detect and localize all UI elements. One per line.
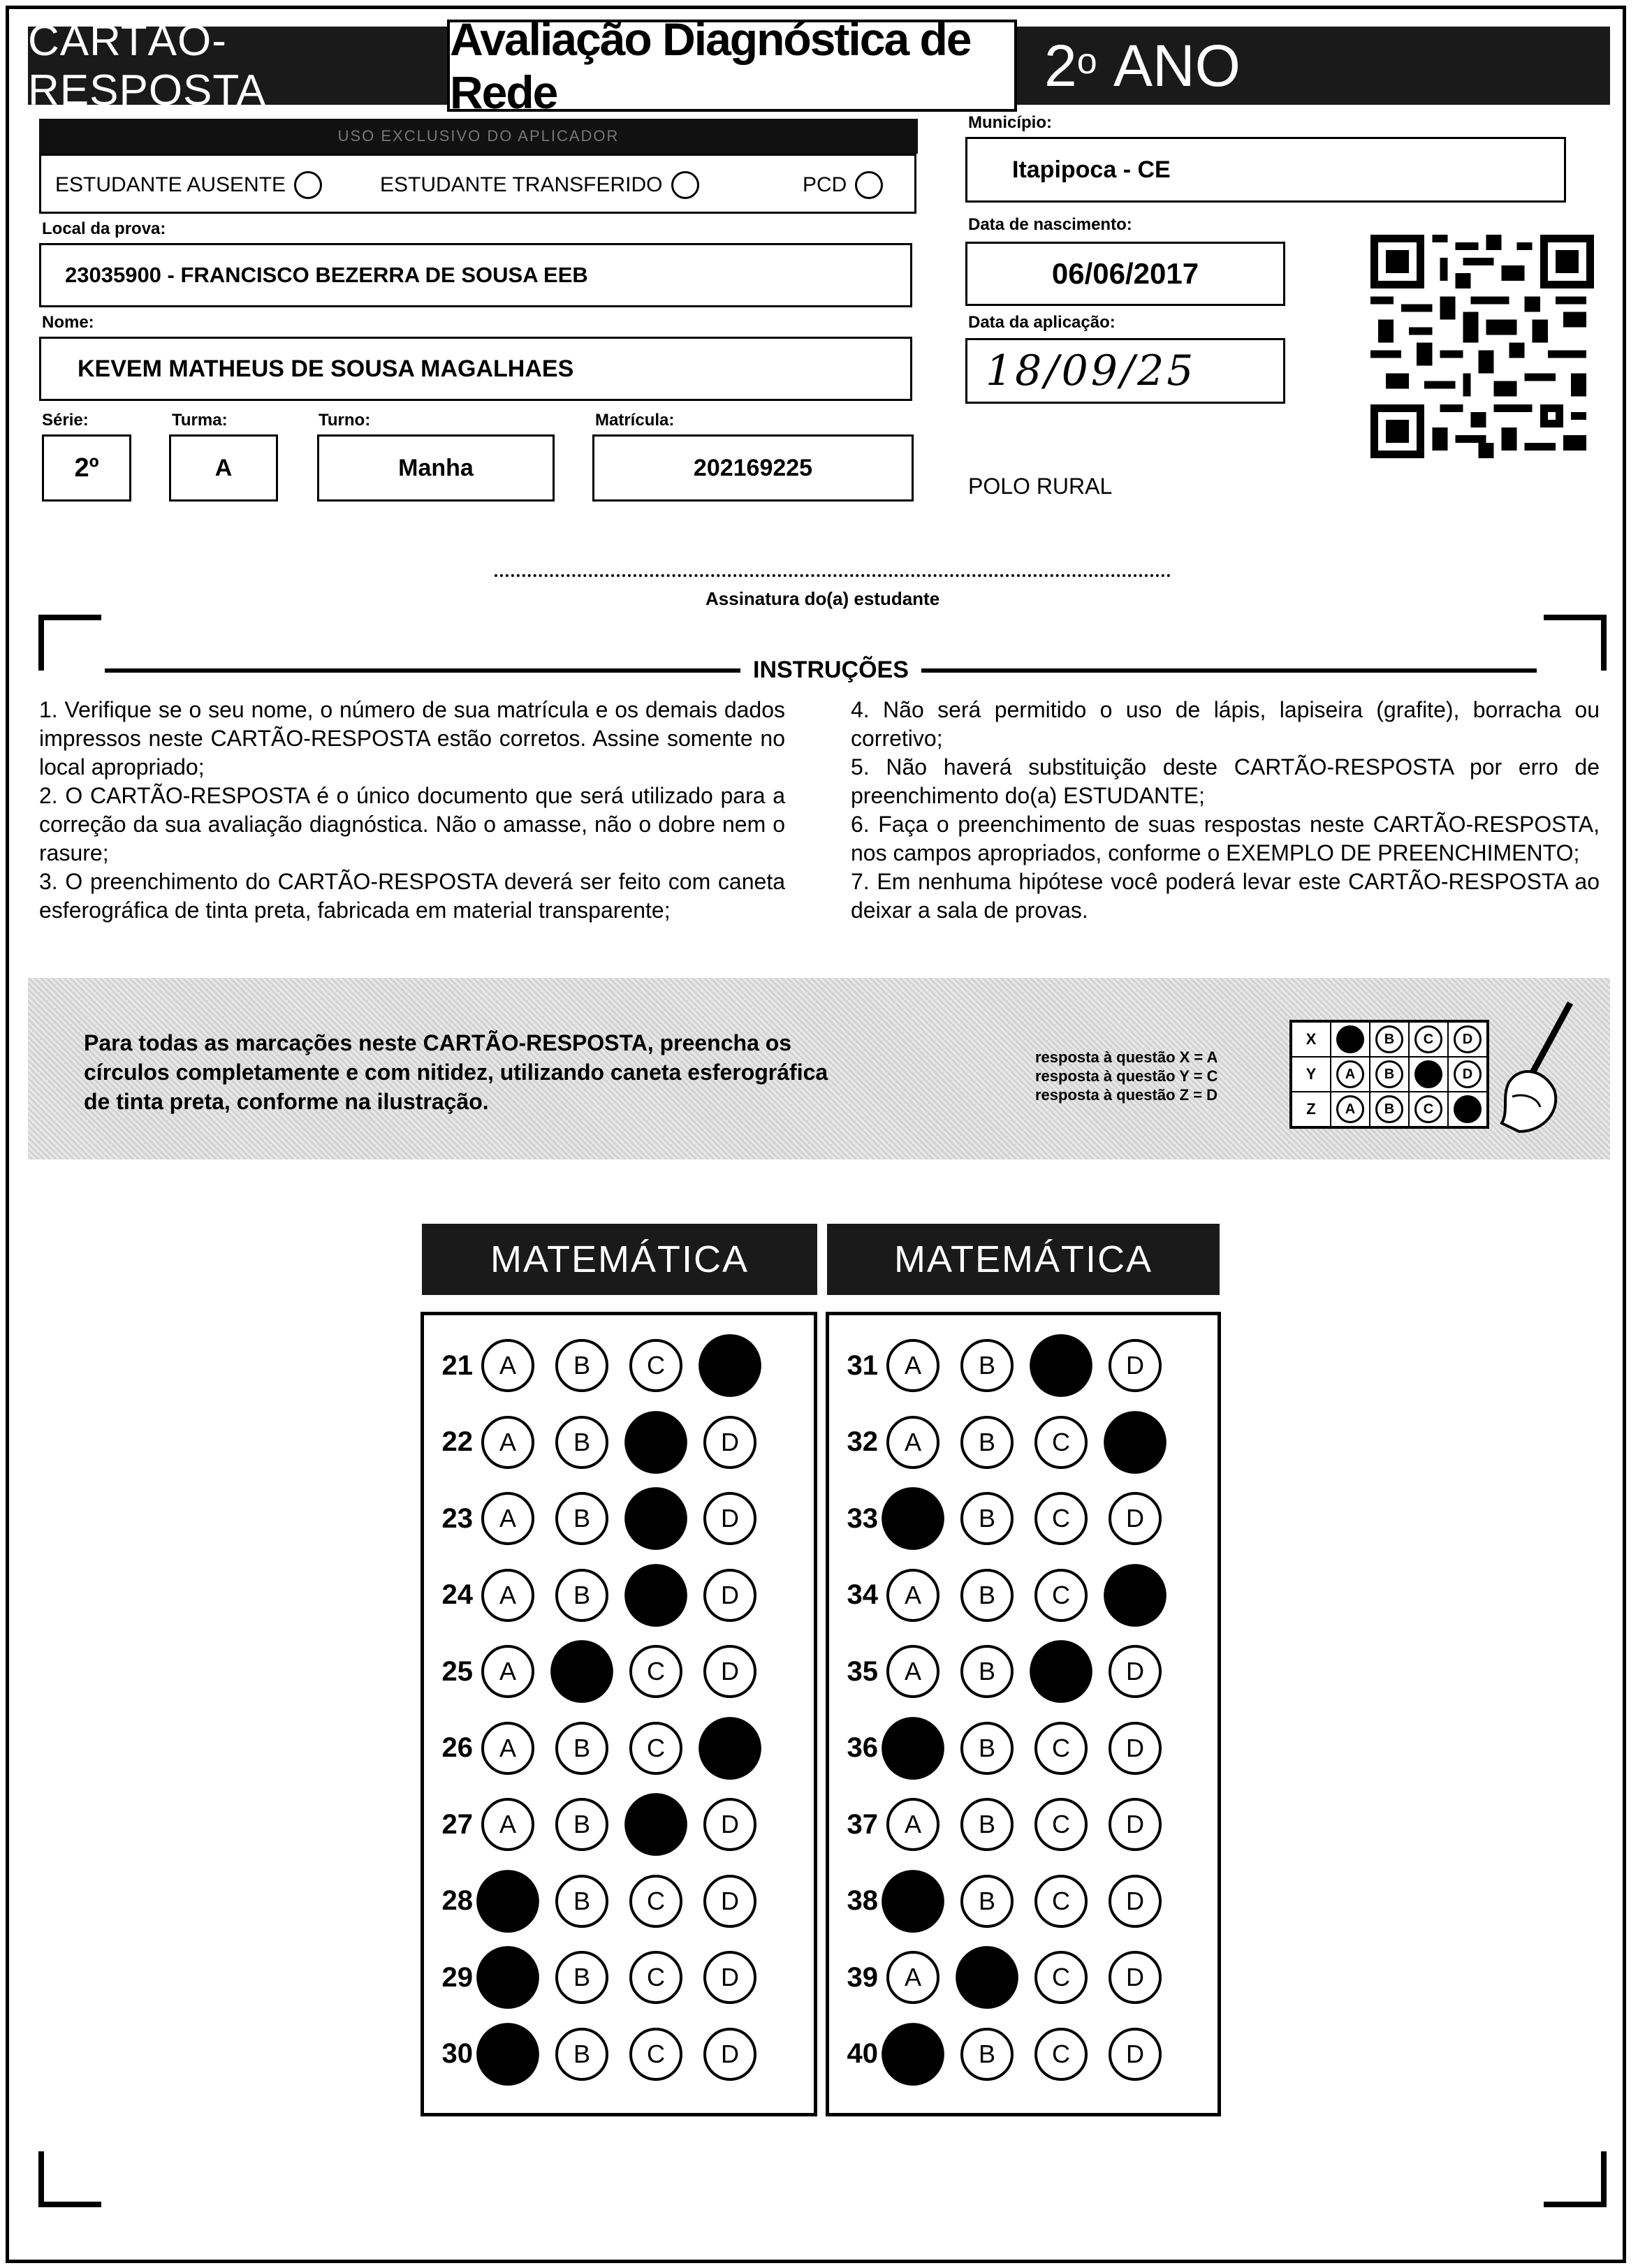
example-cell (1409, 1021, 1448, 1057)
answer-bubble-a[interactable]: A (481, 1798, 534, 1851)
answer-bubble-b[interactable]: B (555, 1951, 608, 2004)
answer-bubble-d[interactable]: D (1104, 1411, 1167, 1474)
example-bubble-d: D (1454, 1095, 1482, 1123)
answer-bubble-a[interactable]: A (886, 1416, 939, 1469)
instruction-item: 4. Não será permitido o uso de lápis, lapiseira (grafite), borracha ou corretivo; (851, 697, 1600, 751)
instruction-item: 5. Não haverá substituição deste CARTÃO-RESPOSTA por erro de preenchimento do(a) ESTUDANTE; (851, 754, 1600, 808)
registration-mark-top-right (1544, 615, 1607, 671)
answer-bubble-d[interactable]: D (1109, 1645, 1162, 1698)
answer-row (428, 1645, 777, 1698)
example-question-label: X (1291, 1021, 1331, 1057)
answer-bubble-d[interactable]: D (703, 1645, 756, 1698)
question-number: 22 (441, 1426, 473, 1457)
absent-option[interactable] (55, 171, 322, 199)
name-label: Nome: (42, 313, 94, 332)
answer-row (428, 1951, 777, 2004)
answer-bubble-b[interactable]: B (960, 1875, 1014, 1928)
question-number: 25 (441, 1655, 473, 1687)
answer-bubble-d[interactable]: D (1109, 1339, 1162, 1392)
example-cell (1448, 1092, 1488, 1127)
instruction-item: 1. Verifique se o seu nome, o número de sua matrícula e os demais dados impressos neste CARTÃO-RESPOSTA estão corretos. Assine somente no local apropriado; (39, 697, 785, 780)
turno-label: Turno: (319, 411, 371, 430)
absent-checkbox[interactable] (294, 171, 322, 199)
answer-bubble-d[interactable]: D (703, 2028, 756, 2081)
section-header-1: MATEMÁTICA (422, 1224, 817, 1295)
fill-example-grid (1289, 1020, 1489, 1129)
answer-bubble-c[interactable]: C (1034, 2028, 1088, 2081)
answer-bubble-a[interactable]: A (481, 1722, 534, 1775)
answer-bubble-c[interactable]: C (629, 1951, 682, 2004)
qr-code-icon (1370, 235, 1594, 458)
answer-bubble-c[interactable]: C (624, 1411, 687, 1474)
answer-bubble-c[interactable]: C (624, 1564, 687, 1627)
answer-bubble-c[interactable]: C (629, 1339, 682, 1392)
answer-bubble-a[interactable]: A (481, 1492, 534, 1545)
question-number: 32 (847, 1426, 878, 1457)
answer-bubble-a[interactable]: A (886, 1798, 939, 1851)
section-header-2: MATEMÁTICA (827, 1224, 1220, 1295)
legend-line: resposta à questão X = A (1035, 1048, 1218, 1066)
grade-label (1044, 27, 1241, 105)
answer-block-1 (421, 1312, 817, 2116)
answer-bubble-d[interactable]: D (1109, 1875, 1162, 1928)
answer-bubble-b[interactable]: B (960, 1569, 1014, 1622)
answer-bubble-b[interactable]: B (960, 1722, 1014, 1775)
answer-bubble-d[interactable]: D (703, 1875, 756, 1928)
answer-bubble-d[interactable]: D (703, 1951, 756, 2004)
exam-title: Avaliação Diagnóstica de Rede (447, 20, 1017, 112)
registration-mark-bottom-right (1544, 2151, 1607, 2207)
answer-row (833, 2028, 1183, 2081)
answer-row (833, 1416, 1183, 1469)
answer-bubble-a[interactable]: A (882, 1870, 944, 1933)
example-bubble-b: B (1375, 1060, 1403, 1088)
answer-row (428, 1339, 777, 1392)
answer-bubble-a[interactable]: A (481, 1416, 534, 1469)
writing-hand-icon (1488, 999, 1579, 1139)
example-cell (1370, 1057, 1409, 1092)
answer-bubble-b[interactable]: B (555, 1722, 608, 1775)
answer-row (428, 1416, 777, 1469)
example-bubble-a: A (1336, 1060, 1364, 1088)
answer-bubble-b[interactable]: B (960, 1492, 1014, 1545)
answer-bubble-a[interactable]: A (481, 1645, 534, 1698)
answer-bubble-b[interactable]: B (555, 2028, 608, 2081)
municipio-label: Município: (968, 113, 1052, 132)
answer-bubble-c[interactable]: C (1034, 1798, 1088, 1851)
grade-ordinal: o (1076, 41, 1097, 82)
instructions-title: INSTRUÇÕES (740, 657, 921, 684)
example-question-label: Z (1291, 1092, 1331, 1127)
legend-line: resposta à questão Y = C (1035, 1067, 1218, 1085)
answer-bubble-d[interactable]: D (703, 1416, 756, 1469)
answer-bubble-b[interactable]: B (555, 1798, 608, 1851)
instruction-item: 2. O CARTÃO-RESPOSTA é o único documento que será utilizado para a correção da sua avaliação diagnóstica. Não o amasse, não o dobre nem o rasure; (39, 783, 785, 865)
question-number: 30 (441, 2038, 473, 2069)
example-bubble-a: A (1336, 1025, 1364, 1053)
answer-bubble-c[interactable]: C (629, 1645, 682, 1698)
transferred-checkbox[interactable] (671, 171, 699, 199)
answer-bubble-b[interactable]: B (956, 1946, 1018, 2009)
question-number: 36 (847, 1732, 878, 1763)
example-bubble-b: B (1375, 1095, 1403, 1123)
question-number: 37 (847, 1808, 878, 1840)
fill-example-text: Para todas as marcações neste CARTÃO-RESPOSTA, preencha os círculos completamente e com nitidez, utilizando caneta esferográfica de tinta preta, conforme na ilustração. (84, 1030, 828, 1114)
answer-bubble-a[interactable]: A (886, 1339, 939, 1392)
nasc-field[interactable]: 06/06/2017 (965, 242, 1285, 306)
answer-bubble-d[interactable]: D (1109, 1722, 1162, 1775)
answer-row (833, 1722, 1183, 1775)
answer-bubble-b[interactable]: B (555, 1339, 608, 1392)
answer-bubble-a[interactable]: A (476, 2023, 539, 2086)
answer-bubble-d[interactable]: D (703, 1492, 756, 1545)
question-number: 24 (441, 1579, 473, 1610)
example-cell (1331, 1057, 1370, 1092)
fill-example-legend (1035, 1048, 1217, 1104)
answer-bubble-d[interactable]: D (1109, 1492, 1162, 1545)
question-number: 40 (847, 2038, 878, 2069)
question-number: 26 (441, 1732, 473, 1763)
answer-bubble-a[interactable]: A (886, 1645, 939, 1698)
office-use-box (39, 154, 916, 214)
answer-bubble-c[interactable]: C (624, 1487, 687, 1550)
question-number: 21 (441, 1349, 473, 1381)
instruction-item: 6. Faça o preenchimento de suas respostas neste CARTÃO-RESPOSTA, nos campos apropriados, conforme o EXEMPLO DE PREENCHIMENTO; (851, 812, 1600, 865)
turma-field[interactable]: A (169, 434, 278, 502)
answer-row (833, 1339, 1183, 1392)
example-cell (1409, 1092, 1448, 1127)
answer-row (833, 1569, 1183, 1622)
example-row (1291, 1092, 1488, 1127)
question-number: 23 (441, 1502, 473, 1534)
local-label: Local da prova: (42, 219, 166, 238)
matricula-field[interactable]: 202169225 (592, 434, 914, 502)
answer-bubble-a[interactable]: A (476, 1870, 539, 1933)
answer-row (428, 2028, 777, 2081)
serie-label: Série: (42, 411, 89, 430)
answer-bubble-c[interactable]: C (629, 1875, 682, 1928)
example-bubble-b: B (1375, 1025, 1403, 1053)
answer-bubble-d[interactable]: D (1109, 1798, 1162, 1851)
name-field[interactable]: KEVEM MATHEUS DE SOUSA MAGALHAES (39, 337, 912, 401)
instructions-right (851, 696, 1600, 925)
example-cell (1370, 1021, 1409, 1057)
answer-row (833, 1875, 1183, 1928)
example-bubble-d: D (1454, 1060, 1482, 1088)
example-bubble-a: A (1336, 1095, 1364, 1123)
example-cell (1448, 1021, 1488, 1057)
turno-field[interactable]: Manha (317, 434, 555, 502)
answer-bubble-c[interactable]: C (1030, 1640, 1092, 1703)
matricula-label: Matrícula: (595, 411, 675, 430)
answer-row (428, 1798, 777, 1851)
example-cell (1448, 1057, 1488, 1092)
aplic-field[interactable]: 18/09/25 (965, 338, 1285, 404)
pcd-checkbox[interactable] (855, 171, 883, 199)
answer-bubble-c[interactable]: C (629, 1722, 682, 1775)
grade-word: ANO (1113, 32, 1241, 98)
answer-bubble-a[interactable]: A (882, 2023, 944, 2086)
signature-label: Assinatura do(a) estudante (705, 588, 940, 609)
answer-bubble-d[interactable]: D (1104, 1564, 1167, 1627)
instruction-item: 3. O preenchimento do CARTÃO-RESPOSTA deverá ser feito com caneta esferográfica de tinta preta, fabricada em material transparente; (39, 869, 785, 923)
answer-bubble-b[interactable]: B (960, 1339, 1014, 1392)
example-cell (1331, 1021, 1370, 1057)
question-number: 34 (847, 1579, 878, 1610)
registration-mark-top-left (38, 615, 101, 671)
example-bubble-d: D (1454, 1025, 1482, 1053)
answer-bubble-b[interactable]: B (555, 1569, 608, 1622)
answer-bubble-c[interactable]: C (624, 1793, 687, 1856)
answer-bubble-c[interactable]: C (629, 2028, 682, 2081)
answer-bubble-b[interactable]: B (960, 2028, 1014, 2081)
answer-bubble-b[interactable]: B (555, 1492, 608, 1545)
answer-bubble-b[interactable]: B (960, 1416, 1014, 1469)
answer-row (428, 1875, 777, 1928)
answer-bubble-c[interactable]: C (1030, 1334, 1092, 1397)
example-cell (1331, 1092, 1370, 1127)
question-number: 29 (441, 1961, 473, 1993)
transferred-option[interactable] (380, 171, 699, 199)
instructions-left (39, 696, 785, 925)
grade-number: 2 (1044, 32, 1077, 98)
answer-bubble-c[interactable]: C (1034, 1492, 1088, 1545)
answer-bubble-a[interactable]: A (886, 1951, 939, 2004)
answer-bubble-a[interactable]: A (882, 1717, 944, 1780)
example-question-label: Y (1291, 1057, 1331, 1092)
answer-bubble-b[interactable]: B (555, 1875, 608, 1928)
question-number: 38 (847, 1885, 878, 1916)
answer-row (833, 1645, 1183, 1698)
serie-field[interactable]: 2º (42, 434, 131, 502)
answer-bubble-a[interactable]: A (481, 1569, 534, 1622)
polo-label: POLO RURAL (968, 474, 1113, 499)
pcd-option[interactable] (803, 171, 883, 199)
answer-bubble-c[interactable]: C (1034, 1416, 1088, 1469)
answer-bubble-d[interactable]: D (703, 1569, 756, 1622)
example-cell (1409, 1057, 1448, 1092)
answer-block-2 (826, 1312, 1221, 2116)
question-number: 35 (847, 1655, 878, 1687)
answer-bubble-d[interactable]: D (1109, 2028, 1162, 2081)
question-number: 33 (847, 1502, 878, 1534)
answer-row (428, 1492, 777, 1545)
answer-row (428, 1569, 777, 1622)
transferred-label: ESTUDANTE TRANSFERIDO (380, 173, 663, 196)
answer-row (833, 1951, 1183, 2004)
answer-bubble-b[interactable]: B (960, 1645, 1014, 1698)
answer-bubble-c[interactable]: C (1034, 1951, 1088, 2004)
answer-row (428, 1722, 777, 1775)
answer-bubble-a[interactable]: A (886, 1569, 939, 1622)
answer-bubble-b[interactable]: B (555, 1416, 608, 1469)
answer-bubble-c[interactable]: C (1034, 1875, 1088, 1928)
answer-bubble-b[interactable]: B (550, 1640, 613, 1703)
answer-bubble-c[interactable]: C (1034, 1569, 1088, 1622)
example-row (1291, 1021, 1488, 1057)
registration-mark-bottom-left (38, 2151, 101, 2207)
answer-row (833, 1492, 1183, 1545)
nasc-label: Data de nascimento: (968, 215, 1132, 234)
answer-bubble-a[interactable]: A (476, 1946, 539, 2009)
municipio-field[interactable]: Itapipoca - CE (965, 137, 1566, 203)
question-number: 39 (847, 1961, 878, 1993)
answer-bubble-a[interactable]: A (882, 1487, 944, 1550)
answer-row (833, 1798, 1183, 1851)
legend-line: resposta à questão Z = D (1035, 1086, 1218, 1104)
office-use-bar: USO EXCLUSIVO DO APLICADOR (39, 119, 918, 154)
answer-bubble-b[interactable]: B (960, 1798, 1014, 1851)
answer-bubble-d[interactable]: D (703, 1798, 756, 1851)
example-bubble-c: C (1414, 1060, 1442, 1088)
question-number: 31 (847, 1349, 878, 1381)
aplic-label: Data da aplicação: (968, 313, 1116, 332)
answer-bubble-a[interactable]: A (481, 1339, 534, 1392)
answer-bubble-d[interactable]: D (1109, 1951, 1162, 2004)
answer-bubble-c[interactable]: C (1034, 1722, 1088, 1775)
card-title: CARTÃO-RESPOSTA (28, 17, 267, 115)
example-bubble-c: C (1414, 1025, 1442, 1053)
instruction-item: 7. Em nenhuma hipótese você poderá levar este CARTÃO-RESPOSTA ao deixar a sala de provas. (851, 869, 1600, 923)
question-number: 27 (441, 1808, 473, 1840)
pcd-label: PCD (803, 173, 847, 196)
question-number: 28 (441, 1885, 473, 1916)
turma-label: Turma: (172, 411, 228, 430)
example-row (1291, 1057, 1488, 1092)
local-field[interactable]: 23035900 - FRANCISCO BEZERRA DE SOUSA EEB (39, 243, 912, 307)
answer-bubble-d[interactable]: D (699, 1334, 761, 1397)
example-cell (1370, 1092, 1409, 1127)
signature-line[interactable] (495, 574, 1171, 577)
absent-label: ESTUDANTE AUSENTE (55, 173, 286, 196)
example-bubble-c: C (1414, 1095, 1442, 1123)
answer-bubble-d[interactable]: D (699, 1717, 761, 1780)
